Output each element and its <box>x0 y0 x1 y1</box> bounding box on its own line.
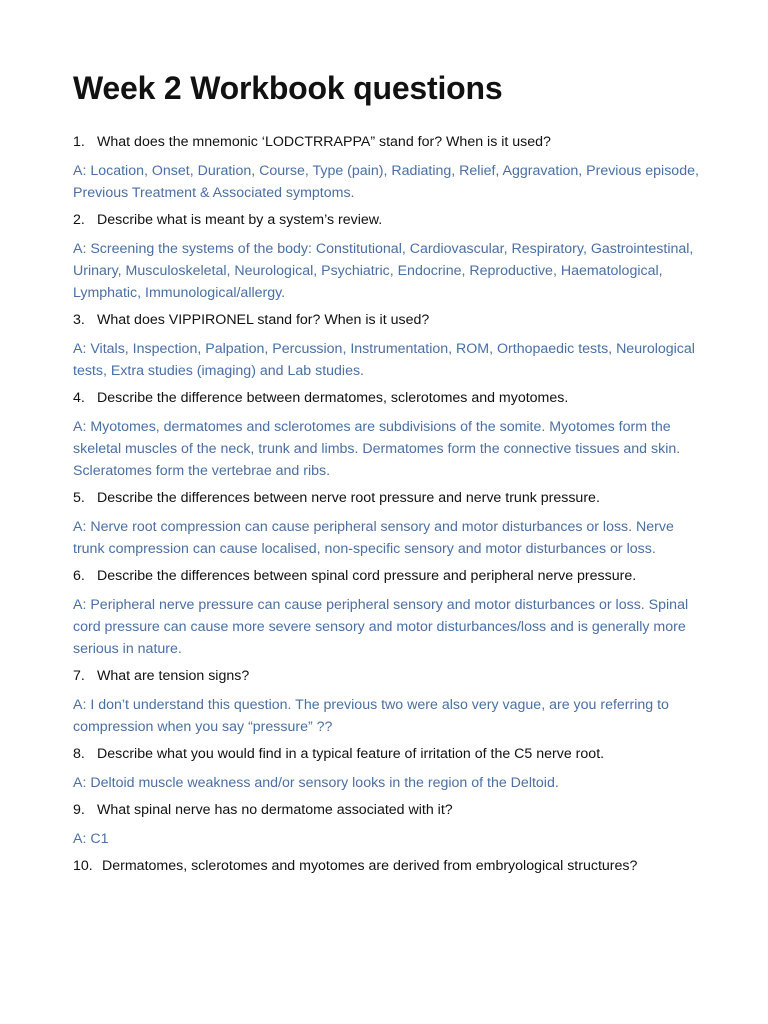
question-4 <box>73 389 703 407</box>
question-3 <box>73 311 703 329</box>
qa-item-10 <box>73 857 703 875</box>
answer-9: A: C1 <box>73 831 109 847</box>
answer-3: A: Vitals, Inspection, Palpation, Percussion, Instrumentation, ROM, Orthopaedic tests, Neurological tests, Extra studies (imaging) and Lab studies. <box>73 341 695 379</box>
answer-4: A: Myotomes, dermatomes and sclerotomes are subdivisions of the somite. Myotomes form the skeletal muscles of the neck, trunk and limbs. Dermatomes form the connective tissues and skin. Scleratomes form the vertebrae and ribs. <box>73 419 681 479</box>
question-text: Dermatomes, sclerotomes and myotomes are derived from embryological structures? <box>102 858 638 874</box>
question-text: Describe what you would find in a typical feature of irritation of the C5 nerve root. <box>97 746 605 762</box>
question-number: 6. <box>73 568 85 584</box>
page-title: Week 2 Workbook questions <box>73 70 503 106</box>
question-number: 9. <box>73 802 85 818</box>
answer-6: A: Peripheral nerve pressure can cause peripheral sensory and motor disturbances or loss. Spinal cord pressure can cause more severe sensory and motor disturbances/loss and is generally more serious in nature. <box>73 597 689 657</box>
question-number: 2. <box>73 212 85 228</box>
question-text: Describe the differences between spinal cord pressure and peripheral nerve pressure. <box>97 568 637 584</box>
qa-item-4 <box>73 389 703 482</box>
question-10 <box>73 857 703 875</box>
question-number: 5. <box>73 490 85 506</box>
qa-item-9 <box>73 801 703 850</box>
qa-item-6 <box>73 567 703 660</box>
question-6 <box>73 567 703 585</box>
question-9 <box>73 801 703 819</box>
question-number: 3. <box>73 312 85 328</box>
question-7 <box>73 667 703 685</box>
question-text: Describe the differences between nerve root pressure and nerve trunk pressure. <box>97 490 600 506</box>
question-number: 1. <box>73 134 85 150</box>
answer-5: A: Nerve root compression can cause peripheral sensory and motor disturbances or loss. Nerve trunk compression can cause localised, non-specific sensory and motor disturbances or loss. <box>73 519 674 557</box>
qa-item-8 <box>73 745 703 794</box>
question-text: What are tension signs? <box>97 668 250 684</box>
question-text: What spinal nerve has no dermatome associated with it? <box>97 802 453 818</box>
question-text: Describe the difference between dermatomes, sclerotomes and myotomes. <box>97 390 569 406</box>
question-text: Describe what is meant by a system’s review. <box>97 212 383 228</box>
qa-item-5 <box>73 489 703 560</box>
question-1 <box>73 133 703 151</box>
answer-8: A: Deltoid muscle weakness and/or sensory looks in the region of the Deltoid. <box>73 775 559 791</box>
question-text: What does VIPPIRONEL stand for? When is it used? <box>97 312 430 328</box>
document-page <box>73 68 703 884</box>
question-8 <box>73 745 703 763</box>
question-number: 10. <box>73 858 93 874</box>
qa-item-1 <box>73 133 703 204</box>
question-text: What does the mnemonic ‘LODCTRRAPPA” stand for? When is it used? <box>97 134 551 150</box>
question-5 <box>73 489 703 507</box>
qa-item-7 <box>73 667 703 738</box>
qa-item-3 <box>73 311 703 382</box>
question-number: 8. <box>73 746 85 762</box>
answer-2: A: Screening the systems of the body: Constitutional, Cardiovascular, Respiratory, Gastrointestinal, Urinary, Musculoskeletal, Neurological, Psychiatric, Endocrine, Reproductive, Haematological, Lymphatic, Immunological/allergy. <box>73 241 694 301</box>
qa-item-2 <box>73 211 703 304</box>
question-2 <box>73 211 703 229</box>
question-number: 7. <box>73 668 85 684</box>
question-number: 4. <box>73 390 85 406</box>
answer-7: A: I don’t understand this question. The previous two were also very vague, are you referring to compression when you say “pressure” ?? <box>73 697 669 735</box>
answer-1: A: Location, Onset, Duration, Course, Type (pain), Radiating, Relief, Aggravation, Previous episode, Previous Treatment & Associated symptoms. <box>73 163 699 201</box>
